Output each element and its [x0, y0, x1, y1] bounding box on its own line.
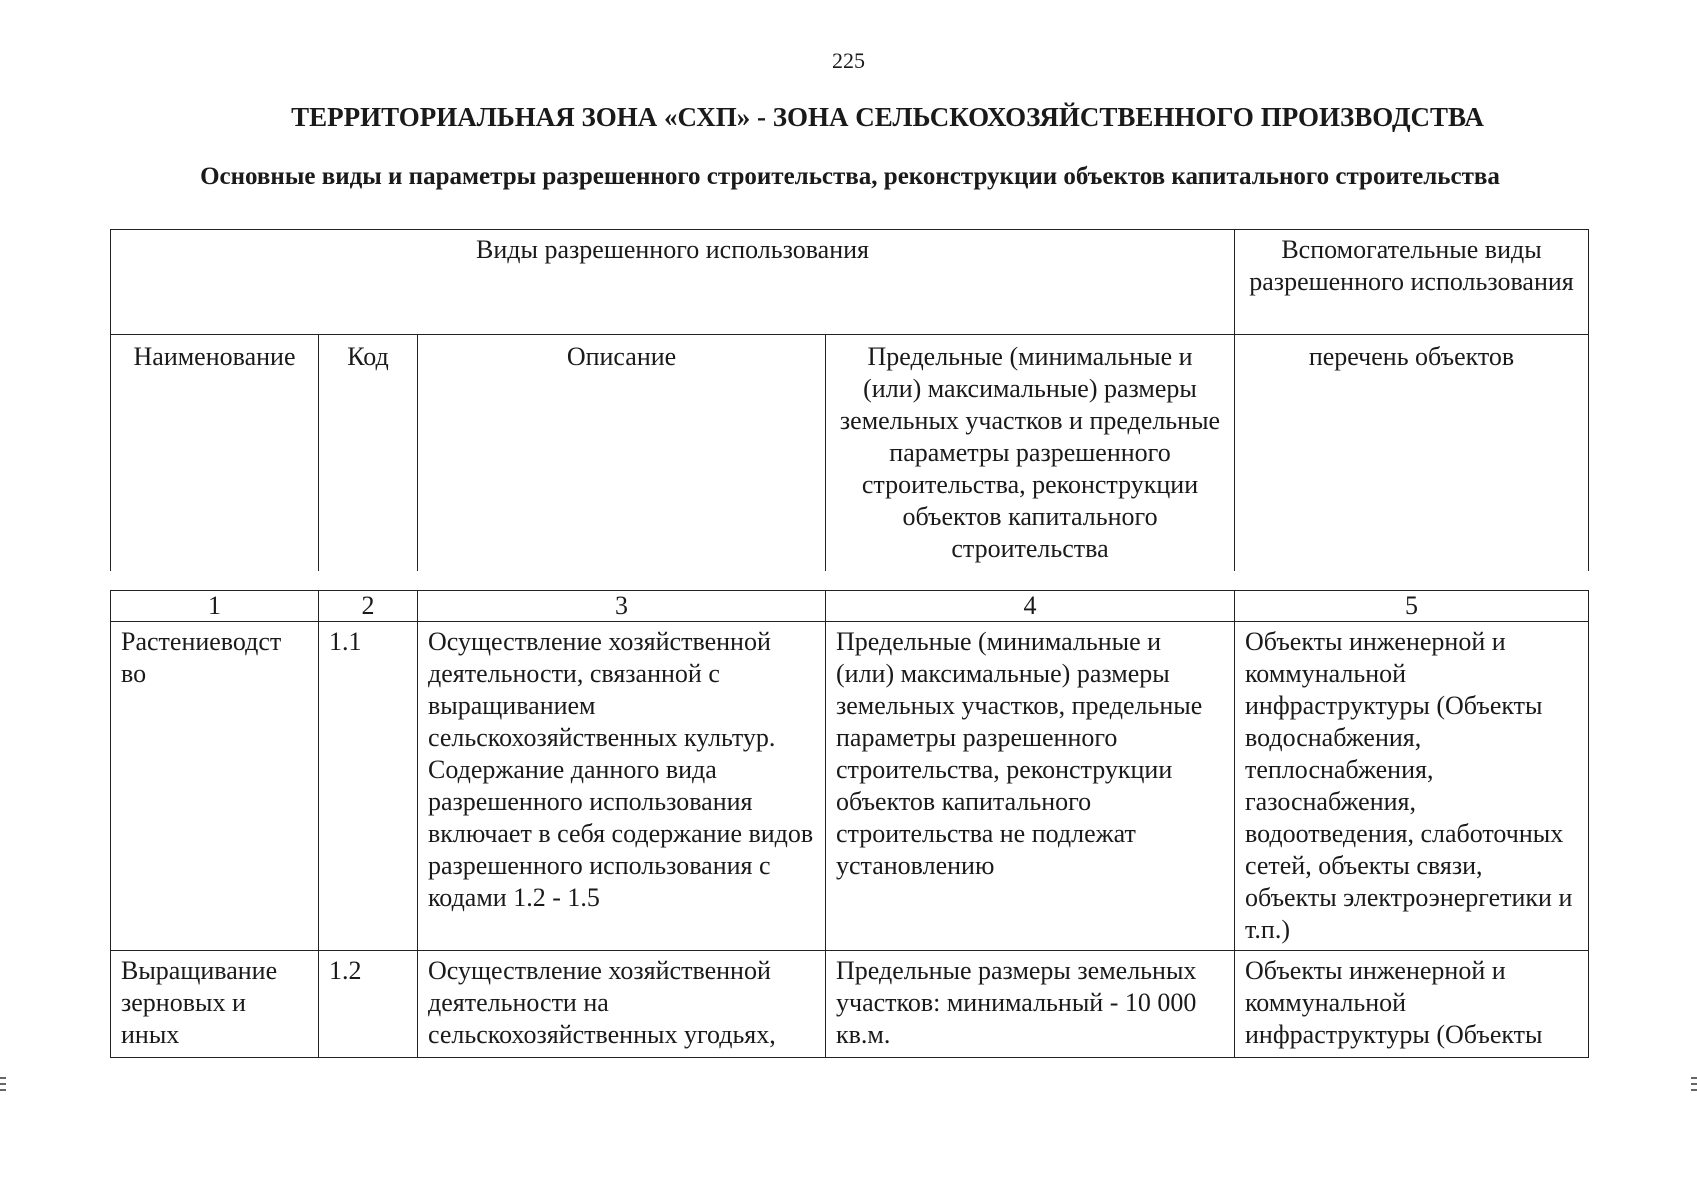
row-description: Осуществление хозяйственной деятельности на сельскохозяйственных угодьях, — [428, 956, 776, 1049]
row-aux: Объекты инженерной и коммунальной инфраструктуры (Объекты — [1245, 956, 1543, 1049]
row-aux: Объекты инженерной и коммунальной инфраструктуры (Объекты водоснабжения, теплоснабжения, газоснабжения, водоотведения, слаботочных сетей, объекты связи, объекты электроэнергетики и т.п.) — [1235, 622, 1589, 951]
header-col-params: Предельные (минимальные и (или) максимальные) размеры земельных участков и предельные параметры разрешенного строительства, реконструкции объектов капитального строительства — [826, 335, 1235, 572]
scan-edge-mark — [1691, 1089, 1697, 1091]
header-main-group: Виды разрешенного использования — [111, 230, 1235, 335]
row-name: Выращивание зерновых и иных — [121, 956, 278, 1049]
table-row — [111, 951, 1589, 1058]
row-code: 1.2 — [329, 956, 362, 985]
scan-edge-mark — [0, 1077, 6, 1079]
page-number: 225 — [832, 48, 865, 73]
scan-edge-mark — [1691, 1077, 1697, 1079]
header-col-code: Код — [319, 335, 418, 572]
row-description: Осуществление хозяйственной деятельности, связанной с выращиванием сельскохозяйственных культур. Содержание данного вида разрешенного использования включает в себя содержание видов разрешенного использования с кодами 1.2 - 1.5 — [418, 622, 826, 951]
header-col-name: Наименование — [111, 335, 319, 572]
row-code: 1.1 — [319, 622, 418, 951]
body-table — [110, 590, 1589, 1058]
table-row — [111, 622, 1589, 951]
row-params: Предельные размеры земельных участков: минимальный - 10 000 кв.м. — [836, 956, 1197, 1049]
zone-title: ТЕРРИТОРИАЛЬНАЯ ЗОНА «СХП» - ЗОНА СЕЛЬСКОХОЗЯЙСТВЕННОГО ПРОИЗВОДСТВА — [291, 102, 1484, 132]
row-params: Предельные (минимальные и (или) максимальные) размеры земельных участков, предельные параметры разрешенного строительства, реконструкции объектов капитального строительства не подлежат установлению — [826, 622, 1235, 951]
row-name: Растениеводст во — [111, 622, 319, 951]
column-number: 5 — [1235, 591, 1589, 622]
column-number: 4 — [826, 591, 1235, 622]
scan-edge-mark — [0, 1083, 6, 1085]
column-number: 3 — [418, 591, 826, 622]
column-number: 2 — [319, 591, 418, 622]
scan-edge-mark — [0, 1089, 6, 1091]
header-table — [110, 229, 1589, 571]
header-col-description: Описание — [418, 335, 826, 572]
header-aux-group: Вспомогательные виды разрешенного использования — [1235, 230, 1589, 335]
section-title: Основные виды и параметры разрешенного строительства, реконструкции объектов капитального строительства — [200, 163, 1500, 190]
header-col-objects: перечень объектов — [1235, 335, 1589, 572]
scan-edge-mark — [1691, 1083, 1697, 1085]
column-number-row — [111, 591, 1589, 622]
column-number: 1 — [111, 591, 319, 622]
